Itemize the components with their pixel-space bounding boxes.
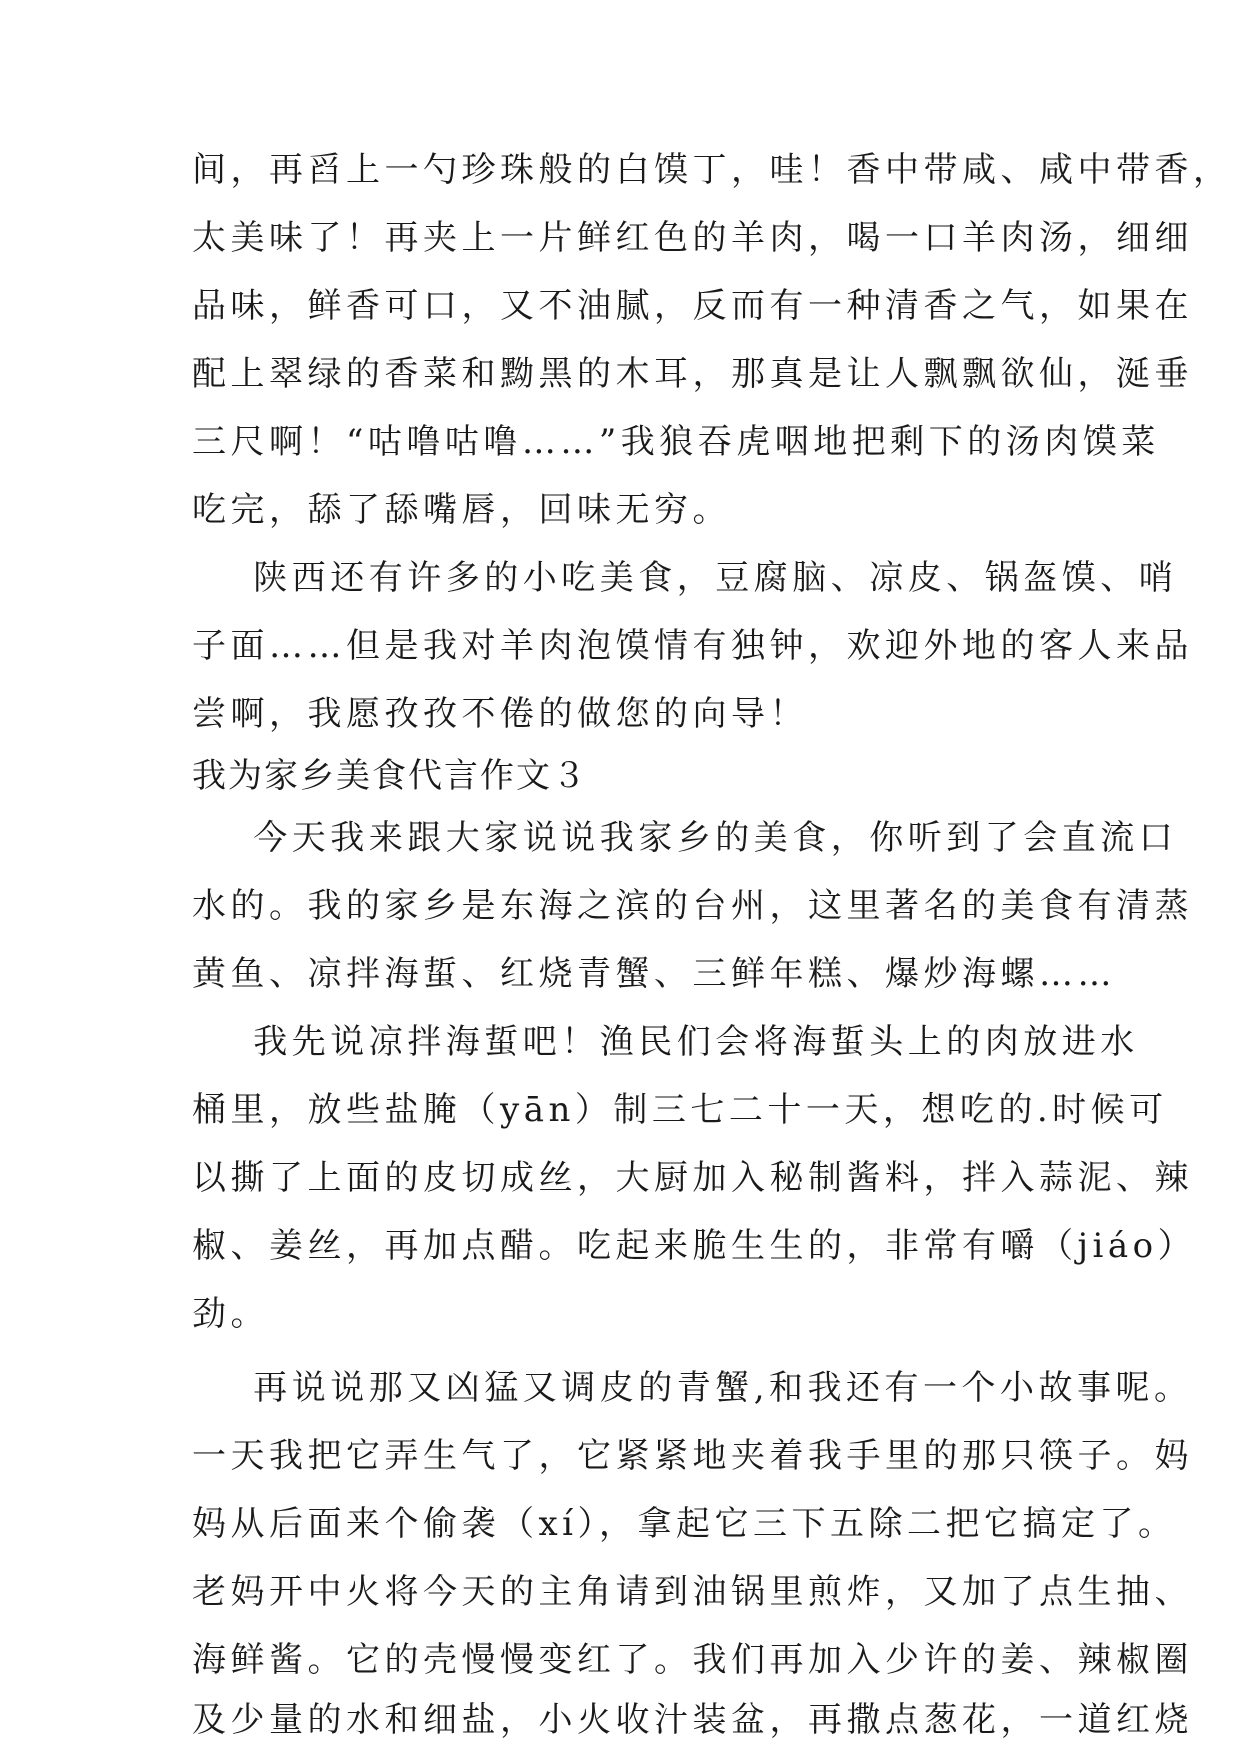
section-heading: 我为家乡美食代言作文３ (192, 756, 588, 796)
text-line: 水的。我的家乡是东海之滨的台州，这里著名的美食有清蒸 (192, 886, 1193, 926)
text-line: 太美味了！再夹上一片鲜红色的羊肉，喝一口羊肉汤，细细 (192, 218, 1193, 258)
text-line: 椒、姜丝，再加点醋。吃起来脆生生的，非常有嚼（jiáo） (192, 1226, 1197, 1266)
text-line: 再说说那又凶猛又调皮的青蟹,和我还有一个小故事呢。 (192, 1368, 1193, 1408)
text-line: 桶里，放些盐腌（yān）制三七二十一天，想吃的.时候可 (192, 1090, 1168, 1130)
text-line: 三尺啊！“咕噜咕噜……”我狼吞虎咽地把剩下的汤肉馍菜 (192, 422, 1160, 462)
text-line: 吃完，舔了舔嘴唇，回味无穷。 (192, 490, 731, 530)
text-line: 劲。 (192, 1294, 269, 1334)
text-line: 黄鱼、凉拌海蜇、红烧青蟹、三鲜年糕、爆炒海螺…… (192, 954, 1116, 994)
text-line: 子面……但是我对羊肉泡馍情有独钟，欢迎外地的客人来品 (192, 626, 1193, 666)
text-line: 陕西还有许多的小吃美食，豆腐脑、凉皮、锅盔馍、哨 (192, 558, 1178, 598)
text-line: 老妈开中火将今天的主角请到油锅里煎炸，又加了点生抽、 (192, 1572, 1193, 1612)
text-line: 配上翠绿的香菜和黝黑的木耳，那真是让人飘飘欲仙，涎垂 (192, 354, 1193, 394)
text-line: 一天我把它弄生气了，它紧紧地夹着我手里的那只筷子。妈 (192, 1436, 1193, 1476)
text-line: 尝啊，我愿孜孜不倦的做您的向导！ (192, 694, 808, 734)
text-line: 间，再舀上一勺珍珠般的白馍丁，哇！香中带咸、咸中带香， (192, 150, 1232, 190)
text-line: 海鲜酱。它的壳慢慢变红了。我们再加入少许的姜、辣椒圈 (192, 1640, 1193, 1680)
text-line: 我先说凉拌海蜇吧！渔民们会将海蜇头上的肉放进水 (192, 1022, 1139, 1062)
text-line: 今天我来跟大家说说我家乡的美食，你听到了会直流口 (192, 818, 1178, 858)
text-line: 以撕了上面的皮切成丝，大厨加入秘制酱料，拌入蒜泥、辣 (192, 1158, 1193, 1198)
text-line: 品味，鲜香可口，又不油腻，反而有一种清香之气，如果在 (192, 286, 1193, 326)
text-line: 及少量的水和细盐，小火收汁装盆，再撒点葱花，一道红烧 (192, 1700, 1193, 1740)
text-line: 妈从后面来个偷袭（xí），拿起它三下五除二把它搞定了。 (192, 1504, 1177, 1544)
